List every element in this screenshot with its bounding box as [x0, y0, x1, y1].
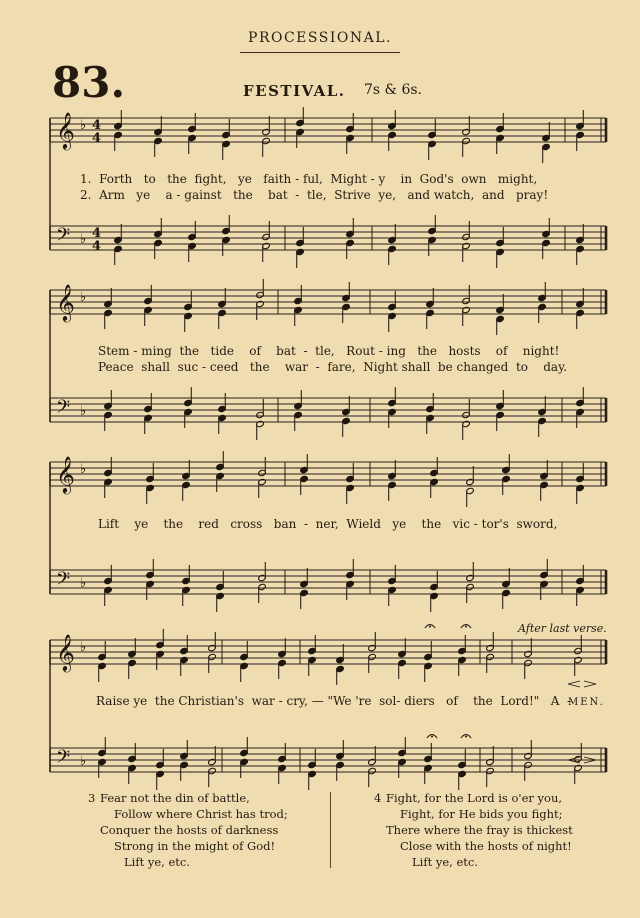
lyric-s1-v2: 2. Arm ye a - gainst the bat - tle, Strive ye, and watch, and pray! [80, 188, 549, 202]
decrescendo-icon [584, 681, 596, 687]
treble-clef-icon: 𝄞 [56, 455, 75, 493]
hymn-number: 83. [52, 58, 126, 107]
key-flat-icon: ♭ [80, 639, 87, 655]
time-signature-top: 4 [92, 118, 102, 133]
treble-clef-icon: 𝄞 [56, 111, 75, 149]
key-flat-icon: ♭ [80, 461, 87, 477]
lyric-s2-v1: Stem - ming the tide of bat - tle, Rout - ing the hosts of night! [98, 344, 560, 358]
lyric-s4-v1: Raise ye the Christian's war - cry, — "We 're sol- diers of the Lord!" A - [96, 694, 572, 708]
meter: 7s & 6s. [364, 82, 422, 98]
lyric-s3-v1: Lift ye the red cross ban - ner, Wield ye the vic - tor's sword, [98, 517, 558, 531]
verse-4-number: 4 [374, 791, 382, 805]
fermata-dot [429, 626, 431, 628]
key-flat-icon: ♭ [80, 289, 87, 305]
verse-3-line-3: Conquer the hosts of darkness [100, 823, 279, 837]
verse-3-number: 3 [88, 791, 96, 805]
verse-4-line-3: There where the fray is thickest [386, 823, 573, 837]
verse-4-line-5: Lift ye, etc. [412, 855, 478, 869]
verse-3-line-2: Follow where Christ has trod; [114, 807, 288, 821]
fermata-dot [465, 626, 467, 628]
time-signature-bottom: 4 [92, 131, 102, 146]
bass-clef-icon: 𝄢 [56, 397, 71, 422]
verse-4-line-2: Fight, for He bids you fight; [400, 807, 563, 821]
verse-divider [330, 792, 331, 868]
key-flat-icon: ♭ [80, 753, 87, 769]
verse-3-line-4: Strong in the might of God! [114, 839, 276, 853]
fermata-dot [465, 736, 467, 738]
tune-name: FESTIVAL. [243, 82, 346, 100]
lyric-s1-v1: 1. Forth to the fight, ye faith - ful, Might - y in God's own might, [80, 172, 538, 186]
verse-3-line-5: Lift ye, etc. [124, 855, 190, 869]
verse-3-line-1: Fear not the din of battle, [100, 791, 250, 805]
key-flat-icon: ♭ [80, 403, 87, 419]
key-flat-icon: ♭ [80, 575, 87, 591]
lyric-s2-v2: Peace shall suc - ceed the war - fare, Night shall be changed to day. [98, 360, 568, 374]
verse-4-line-4: Close with the hosts of night! [400, 839, 572, 853]
key-flat-icon: ♭ [80, 117, 87, 133]
fermata-dot [431, 736, 433, 738]
time-signature-bottom: 4 [92, 239, 102, 254]
crescendo-icon [568, 681, 580, 687]
lyric-amen-tail: MEN. [568, 697, 605, 708]
verse-4-line-1: Fight, for the Lord is o'er you, [386, 791, 563, 805]
treble-clef-icon: 𝄞 [56, 633, 75, 671]
bass-clef-icon: 𝄢 [56, 747, 71, 772]
treble-clef-icon: 𝄞 [56, 283, 75, 321]
key-flat-icon: ♭ [80, 231, 87, 247]
bass-clef-icon: 𝄢 [56, 569, 71, 594]
after-last-verse-note: After last verse. [518, 622, 607, 635]
time-signature-top: 4 [92, 226, 102, 241]
bass-clef-icon: 𝄢 [56, 225, 71, 250]
section-title: PROCESSIONAL. [248, 30, 392, 46]
